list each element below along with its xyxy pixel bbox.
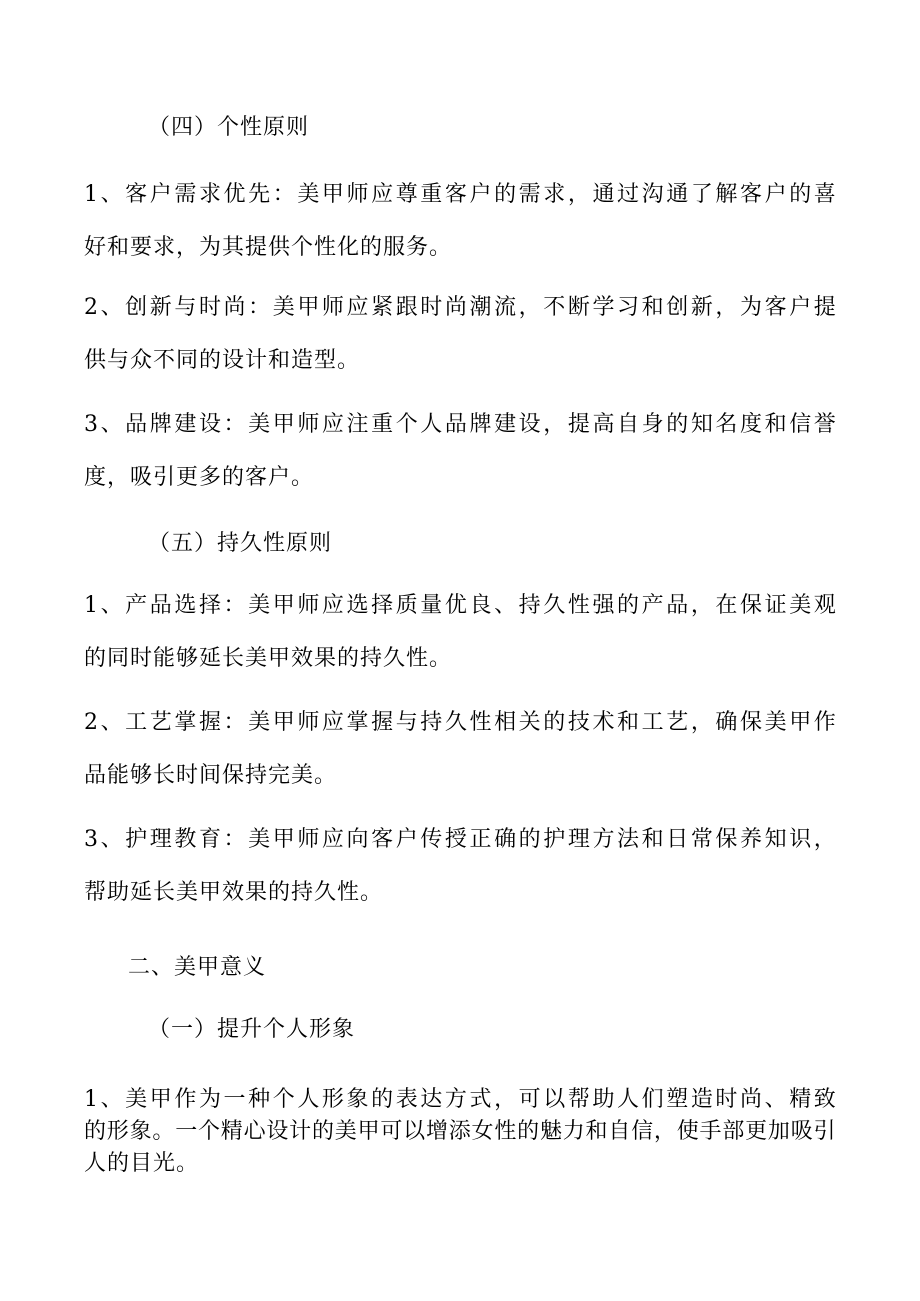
- paragraph-line: 帮助延长美甲效果的持久性。: [84, 880, 384, 905]
- paragraph-s1-1: [84, 1085, 836, 1179]
- paragraph-line: 的 形 象 。 一 个 精 心 设 计 的 美 甲 可 以 增 添 女 性 的 魅 力 和 自 信 ， 使 手 部 更 加 吸 引: [84, 1119, 836, 1144]
- paragraph-line: 供与众不同的设计和造型。: [84, 348, 361, 373]
- paragraph-line: 2 、 工 艺 掌 握 ： 美 甲 师 应 掌 握 与 持 久 性 相 关 的 技 术 和 工 艺 ， 确 保 美 甲 作: [84, 710, 836, 735]
- paragraph-line: 1 、 客 户 需 求 优 先 ： 美 甲 师 应 尊 重 客 户 的 需 求 ， 通 过 沟 通 了 解 客 户 的 喜: [84, 182, 836, 207]
- paragraph-line: 3 、 护 理 教 育 ： 美 甲 师 应 向 客 户 传 授 正 确 的 护 理 方 法 和 日 常 保 养 知 识 ，: [84, 827, 836, 852]
- heading-section-4: （四）个性原则: [148, 115, 310, 140]
- paragraph-4-2: [84, 293, 836, 376]
- paragraph-line: 品能够长时间保持完美。: [84, 763, 338, 788]
- heading-subsection-1: （一）提升个人形象: [148, 1017, 356, 1042]
- paragraph-line: 度，吸引更多的客户。: [84, 465, 315, 490]
- paragraph-line: 2 、 创 新 与 时 尚 ： 美 甲 师 应 紧 跟 时 尚 潮 流 ， 不 断 学 习 和 创 新 ， 为 客 户 提: [84, 295, 836, 320]
- paragraph-line: 3 、 品 牌 建 设 ： 美 甲 师 应 注 重 个 人 品 牌 建 设 ， 提 高 自 身 的 知 名 度 和 信 誉: [84, 412, 836, 437]
- heading-section-5: （五）持久性原则: [148, 531, 333, 556]
- paragraph-line: 的同时能够延长美甲效果的持久性。: [84, 646, 453, 671]
- paragraph-line: 好和要求，为其提供个性化的服务。: [84, 235, 453, 260]
- paragraph-4-1: [84, 180, 836, 263]
- paragraph-line: 人的目光。: [84, 1151, 200, 1176]
- paragraph-5-3: [84, 825, 836, 908]
- heading-section-two: 二、美甲意义: [128, 955, 267, 980]
- paragraph-5-1: [84, 591, 836, 674]
- paragraph-line: 1 、 美 甲 作 为 一 种 个 人 形 象 的 表 达 方 式 ， 可 以 帮 助 人 们 塑 造 时 尚 、 精 致: [84, 1087, 836, 1112]
- paragraph-4-3: [84, 410, 836, 493]
- paragraph-5-2: [84, 708, 836, 791]
- paragraph-line: 1 、 产 品 选 择 ： 美 甲 师 应 选 择 质 量 优 良 、 持 久 性 强 的 产 品 ， 在 保 证 美 观: [84, 593, 836, 618]
